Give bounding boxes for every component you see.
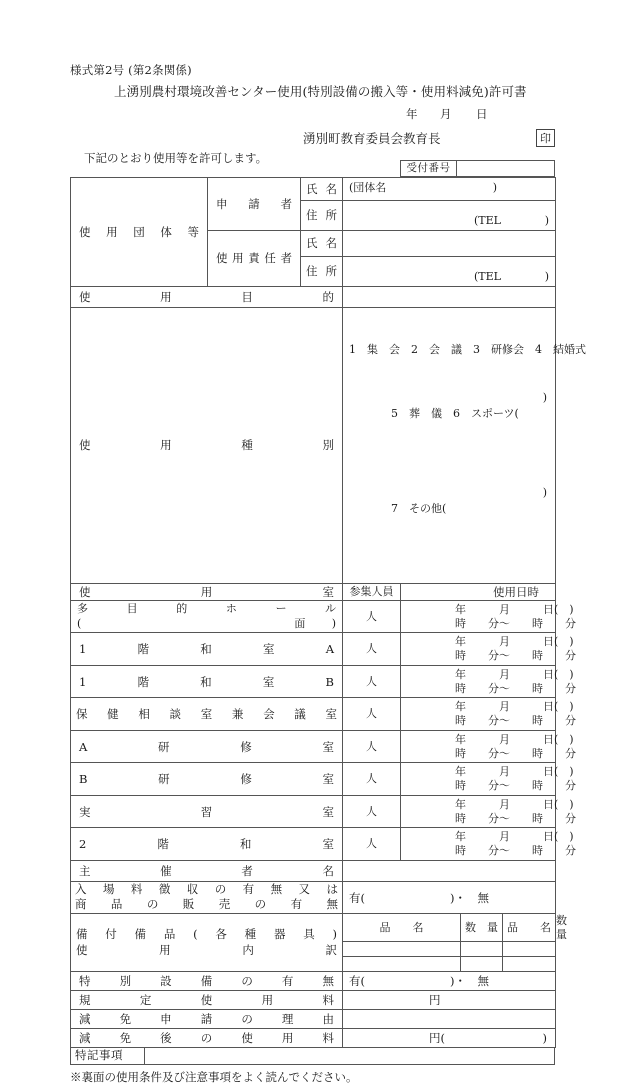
organizer-label-cell	[71, 860, 343, 881]
applicant-label: 申請者	[216, 196, 292, 211]
applicant-address-label: 住所	[306, 208, 337, 223]
person-unit-5: 人	[366, 772, 377, 786]
datetime-block-0	[401, 601, 576, 633]
person-unit-1: 人	[366, 642, 377, 656]
receipt-number-value[interactable]	[457, 161, 554, 176]
equipment-label	[71, 927, 342, 958]
time-line-0: 時 分～ 時 分	[455, 616, 576, 630]
room-label-1: 1階和室A	[79, 642, 334, 656]
date-line-2: 年 月 日( )	[455, 667, 574, 681]
time-line-6: 時 分～ 時 分	[455, 811, 576, 825]
attendees-cell-5[interactable]	[343, 763, 401, 796]
applicant-address-label-cell	[301, 201, 343, 231]
special-equip-label-cell	[71, 972, 343, 991]
table-row	[71, 633, 556, 666]
special-notes-value[interactable]	[145, 1047, 554, 1064]
datetime-cell-6[interactable]	[401, 795, 576, 828]
date-line-7: 年 月 日( )	[455, 830, 574, 844]
datetime-block-1	[401, 633, 576, 665]
admission-label-cell	[71, 881, 343, 913]
table-row	[71, 991, 556, 1010]
reduced-fee-label-cell	[71, 1029, 343, 1048]
room-sub-0: ( 面)	[77, 616, 336, 630]
table-row	[71, 763, 556, 796]
room-label-cell-6	[71, 795, 343, 828]
reduced-fee-close: )	[542, 1031, 547, 1046]
issue-date-line	[406, 106, 488, 122]
fee-label: 規定使用料	[79, 993, 334, 1008]
equipment-label-line-2: 使用内訳	[76, 942, 337, 957]
fee-label-cell	[71, 991, 343, 1010]
applicant-org-prefix: (団体名	[349, 181, 387, 194]
equipment-cell-0-0[interactable]	[343, 942, 461, 957]
table-row	[71, 583, 556, 600]
applicant-org-close: )	[492, 181, 497, 194]
datetime-header-label: 使用日時	[493, 584, 539, 599]
datetime-cell-5[interactable]	[401, 763, 576, 796]
room-label-cell-2	[71, 665, 343, 698]
equipment-cell-0-1[interactable]	[461, 942, 503, 957]
table-row	[71, 287, 556, 308]
manager-label-cell	[208, 231, 301, 287]
person-unit-2: 人	[366, 674, 377, 688]
purpose-label: 使用目的	[79, 289, 334, 304]
manager-tel-close: )	[544, 270, 549, 284]
kind-value-cell[interactable]	[343, 308, 586, 584]
table-row	[71, 881, 556, 913]
table-row: 備付備品(各種器具) 使用内訳 品 名 数 量 品 名 数 量	[71, 913, 556, 942]
room-header-cell	[71, 583, 343, 600]
manager-name-label: 氏名	[306, 236, 337, 251]
attendees-cell-6[interactable]	[343, 795, 401, 828]
applicant-address-value-cell[interactable]	[343, 201, 556, 231]
table-row	[71, 1029, 556, 1048]
purpose-value-cell[interactable]	[343, 287, 556, 308]
time-line-5: 時 分～ 時 分	[455, 779, 576, 793]
document-title: 上湧別農村環境改善センター使用(特別設備の搬入等・使用料減免)許可書	[114, 84, 527, 99]
attendees-cell-1[interactable]	[343, 633, 401, 666]
organizer-label: 主催者名	[79, 863, 334, 878]
form-number: 様式第2号 (第2条関係)	[70, 63, 192, 77]
applicant-name-label: 氏名	[306, 181, 337, 196]
person-unit-6: 人	[366, 804, 377, 818]
datetime-cell-7[interactable]	[401, 828, 576, 861]
applicant-label-cell	[208, 178, 301, 231]
equipment-cell-1-2[interactable]	[503, 957, 556, 972]
time-line-2: 時 分～ 時 分	[455, 681, 576, 695]
date-line-5: 年 月 日( )	[455, 765, 574, 779]
manager-address-label: 住所	[306, 264, 337, 279]
room-label-2: 1階和室B	[79, 674, 334, 689]
time-line-7: 時 分～ 時 分	[455, 844, 576, 858]
attendees-cell-3[interactable]	[343, 698, 401, 731]
fee-value-cell[interactable]	[343, 991, 556, 1010]
special-equip-yes-prefix: 有(	[349, 974, 365, 989]
admission-label-line-2: 商品の販売の有無	[75, 897, 338, 912]
table-row	[71, 795, 556, 828]
org-block-label-cell	[71, 178, 208, 287]
date-line-6: 年 月 日( )	[455, 797, 574, 811]
permit-table	[70, 177, 586, 1048]
applicant-name-value-cell[interactable]	[343, 178, 556, 201]
table-row	[71, 828, 556, 861]
datetime-block-4	[401, 731, 576, 763]
issue-date-day: 日	[476, 107, 488, 121]
organizer-value-cell[interactable]	[343, 860, 556, 881]
reduction-reason-value-cell[interactable]	[343, 1010, 556, 1029]
room-label-6: 実習室	[79, 804, 334, 819]
table-row	[71, 178, 556, 201]
equipment-cell-0-2[interactable]	[503, 942, 556, 957]
attendees-cell-0[interactable]	[343, 600, 401, 633]
time-line-3: 時 分～ 時 分	[455, 714, 576, 728]
room-label-cell-5	[71, 763, 343, 796]
kind-line3-close: )	[542, 486, 547, 500]
special-notes-label: 特記事項	[71, 1047, 145, 1064]
special-notes-row	[70, 1047, 555, 1065]
special-equip-value-cell[interactable]	[343, 972, 556, 991]
table-row	[71, 698, 556, 731]
issue-date-month: 月	[440, 107, 452, 121]
reduced-fee-label: 減免後の使用料	[79, 1031, 334, 1046]
equipment-label-line-1: 備付備品(各種器具)	[76, 927, 337, 942]
manager-name-label-cell	[301, 231, 343, 257]
date-line-4: 年 月 日( )	[455, 732, 574, 746]
reduced-fee-yen-unit: 円(	[429, 1031, 445, 1046]
room-header-label: 使用室	[79, 584, 334, 599]
org-block-label: 使用団体等	[79, 224, 199, 239]
table-row	[71, 860, 556, 881]
datetime-header-cell	[401, 583, 556, 600]
person-unit-3: 人	[366, 707, 377, 721]
datetime-block-5	[401, 763, 576, 795]
manager-tel-label: (TEL	[474, 270, 501, 284]
datetime-cell-2[interactable]	[401, 665, 576, 698]
table-row	[71, 665, 556, 698]
room-label-3: 保健相談室兼会議室	[76, 707, 337, 721]
room-label-0: 多目的ホール ( 面)	[71, 602, 342, 632]
attendees-cell-4[interactable]	[343, 730, 401, 763]
manager-label: 使用責任者	[216, 251, 292, 266]
room-label-7: 2階和室	[79, 837, 334, 851]
person-unit-4: 人	[366, 739, 377, 753]
room-label-5: B研修室	[79, 772, 334, 786]
admission-value-cell[interactable]	[343, 881, 556, 913]
reduction-reason-label: 減免申請の理由	[79, 1012, 334, 1027]
attendees-header-label: 参集人員	[349, 585, 394, 599]
admission-no-option: )・ 無	[450, 891, 489, 906]
table-row	[71, 600, 556, 633]
attendees-cell-7[interactable]	[343, 828, 401, 861]
room-label-cell-1	[71, 633, 343, 666]
special-equip-label: 特別設備の有無	[79, 974, 334, 989]
back-side-notice: ※裏面の使用条件及び注意事項をよく読んでください。	[70, 1070, 358, 1084]
equipment-cell-1-0[interactable]	[343, 957, 461, 972]
datetime-cell-1[interactable]	[401, 633, 576, 666]
time-line-1: 時 分～ 時 分	[455, 649, 576, 663]
person-unit-7: 人	[366, 837, 377, 851]
room-label-cell-0	[71, 600, 343, 633]
applicant-name-label-cell	[301, 178, 343, 201]
applicant-tel-label: (TEL	[474, 214, 501, 228]
datetime-block-2	[401, 666, 576, 698]
kind-option-line-1: 1 集 会 2 会 議 3 研修会 4 結婚式	[349, 342, 586, 356]
attendees-cell-2[interactable]	[343, 665, 401, 698]
datetime-cell-0[interactable]	[401, 600, 576, 633]
seal-stamp-icon: 印	[536, 129, 555, 147]
kind-options	[343, 308, 586, 583]
table-row	[71, 730, 556, 763]
room-label-cell-3	[71, 698, 343, 731]
lead-sentence: 下記のとおり使用等を許可します。	[84, 151, 268, 165]
kind-option-line-2: 5 葬 儀 6 スポーツ( )	[390, 390, 547, 420]
receipt-number-label: 受付番号	[401, 161, 457, 176]
datetime-block-3	[401, 698, 576, 730]
special-equip-no-option: )・ 無	[450, 974, 489, 989]
table-row	[71, 308, 556, 584]
room-label-cell-4	[71, 730, 343, 763]
reduction-reason-label-cell	[71, 1010, 343, 1029]
equipment-cell-1-1[interactable]	[461, 957, 503, 972]
manager-address-value-cell[interactable]	[343, 257, 556, 287]
manager-name-value-cell[interactable]	[343, 231, 556, 257]
date-line-0: 年 月 日( )	[455, 602, 574, 616]
datetime-block-7	[401, 828, 576, 860]
issue-date-year: 年	[406, 107, 418, 121]
equipment-col-header-1: 数 量	[461, 913, 503, 942]
person-unit-0: 人	[366, 609, 377, 623]
admission-label	[71, 882, 342, 913]
equipment-label-cell	[71, 913, 343, 972]
reduced-fee-value-cell[interactable]	[343, 1029, 556, 1048]
issuer-name: 湧別町教育委員会教育長	[303, 131, 441, 146]
manager-address-label-cell	[301, 257, 343, 287]
kind-line2-close: )	[542, 390, 547, 404]
attendees-header-cell	[343, 583, 401, 600]
table-row	[71, 1010, 556, 1029]
table-row	[71, 972, 556, 991]
admission-label-line-1: 入場料徴収の有無又は	[75, 881, 338, 896]
kind-option-line-3: 7 その他( )	[390, 486, 547, 516]
applicant-tel-close: )	[544, 214, 549, 228]
receipt-number-box	[400, 160, 555, 177]
datetime-block-6	[401, 796, 576, 828]
room-label-cell-7	[71, 828, 343, 861]
equipment-col-header-2: 品 名	[503, 913, 556, 942]
kind-label: 使用種別	[79, 438, 334, 453]
date-line-1: 年 月 日( )	[455, 635, 574, 649]
date-line-3: 年 月 日( )	[455, 700, 574, 714]
purpose-label-cell	[71, 287, 343, 308]
kind-label-cell	[71, 308, 343, 584]
equipment-col-header-0: 品 名	[343, 913, 461, 942]
admission-yes-prefix: 有(	[349, 891, 365, 906]
room-label-4: A研修室	[79, 739, 334, 754]
fee-yen-unit: 円	[429, 993, 441, 1008]
time-line-4: 時 分～ 時 分	[455, 746, 576, 760]
datetime-cell-3[interactable]	[401, 698, 576, 731]
datetime-cell-4[interactable]	[401, 730, 576, 763]
